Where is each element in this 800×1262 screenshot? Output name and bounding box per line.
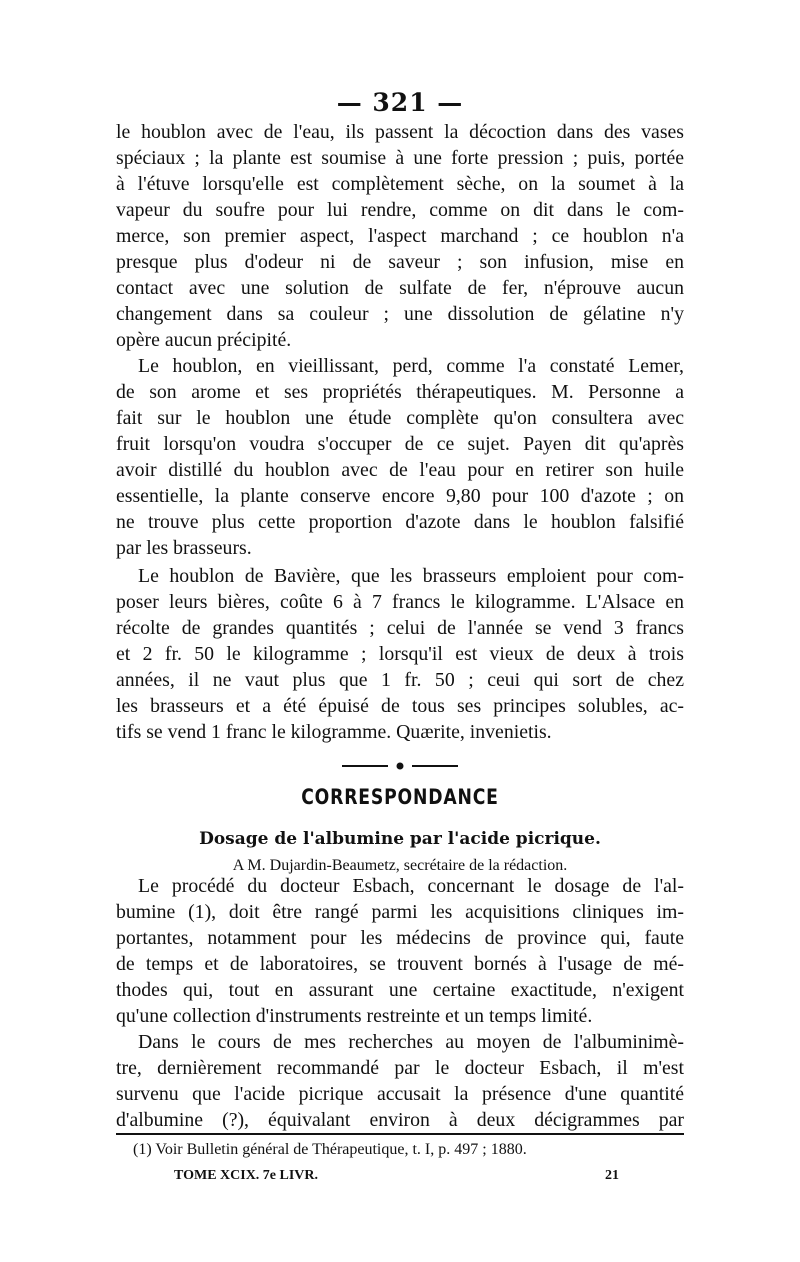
text-line: Le houblon, en vieillissant, perd, comme l'a constaté Lemer, xyxy=(138,355,684,377)
text-line: de son arome et ses propriétés thérapeutiques. M. Personne a xyxy=(116,381,684,403)
text-line: opère aucun précipité. xyxy=(116,329,292,351)
addressee-line: A M. Dujardin-Beaumetz, secrétaire de la rédaction. xyxy=(232,857,568,874)
signature-line xyxy=(174,1168,619,1184)
text-line: changement dans sa couleur ; une dissolution de gélatine n'y xyxy=(116,303,684,325)
text-line: qu'une collection d'instruments restreinte et un temps limité. xyxy=(116,1005,593,1027)
text-line: d'albumine (?), équivalant environ à deux décigrammes par xyxy=(116,1109,684,1131)
article-subheading: Dosage de l'albumine par l'acide picrique. xyxy=(199,829,601,849)
text-line: contact avec une solution de sulfate de fer, n'éprouve aucun xyxy=(116,277,684,299)
text-line: vapeur du soufre pour lui rendre, comme on dit dans le com- xyxy=(116,199,684,221)
section-heading: CORRESPONDANCE xyxy=(301,785,499,809)
text-line: par les brasseurs. xyxy=(116,537,252,559)
footnote: (1) Voir Bulletin général de Thérapeutique, t. I, p. 497 ; 1880. xyxy=(133,1141,527,1158)
volume-signature: TOME XCIX. 7e LIVR. xyxy=(174,1168,319,1183)
text-line: tre, dernièrement recommandé par le docteur Esbach, il m'est xyxy=(116,1057,684,1079)
text-line: portantes, notamment pour les médecins de province qui, faute xyxy=(116,927,684,949)
text-line: de temps et de laboratoires, se trouvent bornés à l'usage de mé- xyxy=(116,953,684,975)
text-line: spéciaux ; la plante est soumise à une forte pression ; puis, portée xyxy=(116,147,684,169)
text-line: bumine (1), doit être rangé parmi les acquisitions cliniques im- xyxy=(116,901,684,923)
text-line: Le procédé du docteur Esbach, concernant le dosage de l'al- xyxy=(138,875,684,897)
text-line: tifs se vend 1 franc le kilogramme. Quærite, invenietis. xyxy=(116,721,552,743)
page-number: — 321 — xyxy=(336,88,464,117)
text-line: essentielle, la plante conserve encore 9,80 pour 100 d'azote ; on xyxy=(116,485,684,507)
text-line: avoir distillé du houblon avec de l'eau pour en retirer son huile xyxy=(116,459,684,481)
text-line: thodes qui, tout en assurant une certaine exactitude, n'exigent xyxy=(116,979,684,1001)
text-line: et 2 fr. 50 le kilogramme ; lorsqu'il est vieux de deux à trois xyxy=(116,643,684,665)
ornament-divider xyxy=(342,761,458,771)
text-line: le houblon avec de l'eau, ils passent la décoction dans des vases xyxy=(116,121,684,143)
text-line: Dans le cours de mes recherches au moyen de l'albuminimè- xyxy=(138,1031,684,1053)
text-line: poser leurs bières, coûte 6 à 7 francs le kilogramme. L'Alsace en xyxy=(116,591,684,613)
text-line: les brasseurs et a été épuisé de tous ses principes solubles, ac- xyxy=(116,695,684,717)
text-line: fait sur le houblon une étude complète qu'on consultera avec xyxy=(116,407,684,429)
text-line: presque plus d'odeur ni de saveur ; son infusion, mise en xyxy=(116,251,684,273)
text-line: fruit lorsqu'on voudra s'occuper de ce sujet. Payen dit qu'après xyxy=(116,433,684,455)
footnote-rule xyxy=(116,1133,684,1135)
text-line: années, il ne vaut plus que 1 fr. 50 ; ceui qui sort de chez xyxy=(116,669,684,691)
text-line: survenu que l'acide picrique accusait la présence d'une quantité xyxy=(116,1083,684,1105)
sheet-number: 21 xyxy=(605,1168,619,1183)
text-line: récolte de grandes quantités ; celui de l'année se vend 3 francs xyxy=(116,617,684,639)
text-line: Le houblon de Bavière, que les brasseurs emploient pour com- xyxy=(138,565,684,587)
text-line: merce, son premier aspect, l'aspect marchand ; ce houblon n'a xyxy=(116,225,684,247)
text-line: ne trouve plus cette proportion d'azote dans le houblon falsifié xyxy=(116,511,684,533)
text-line: à l'étuve lorsqu'elle est complètement sèche, on la soumet à la xyxy=(116,173,684,195)
